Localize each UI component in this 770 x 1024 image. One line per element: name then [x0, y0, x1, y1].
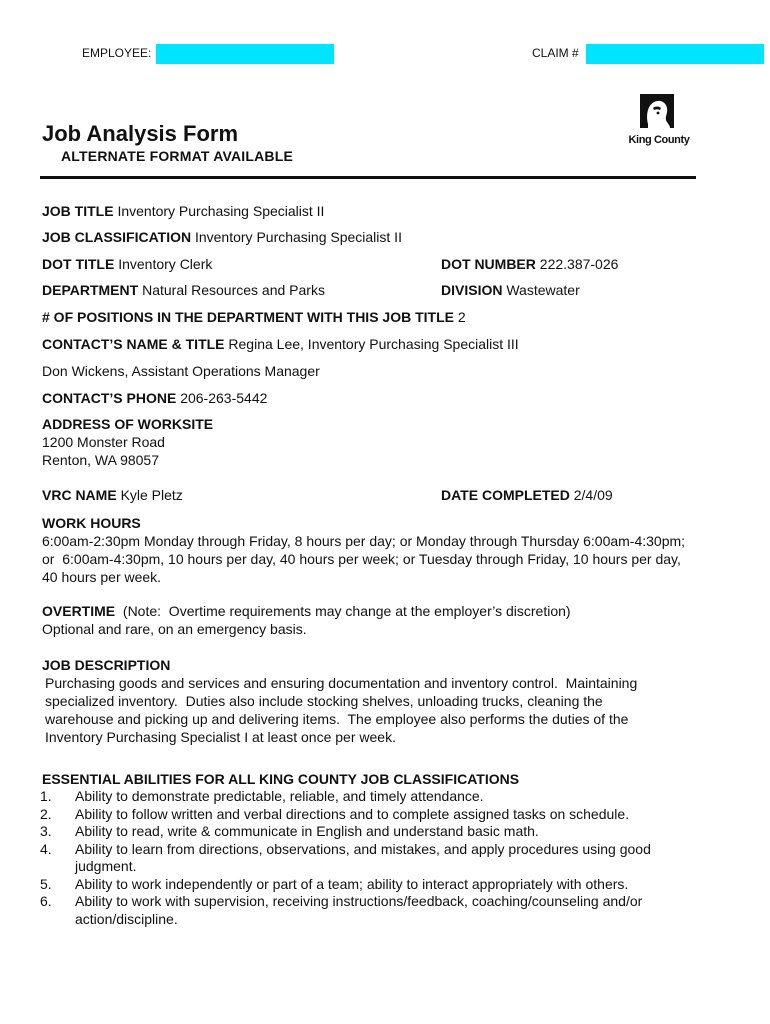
list-item: [40, 806, 710, 824]
contact-value: Regina Lee, Inventory Purchasing Specialist III: [228, 336, 519, 352]
phone-value: 206-263-5442: [180, 390, 268, 406]
king-county-logo-icon: [622, 94, 696, 128]
dot-number-value: 222.387-026: [539, 256, 619, 272]
essential-abilities-list: [40, 788, 710, 928]
list-item: [40, 876, 710, 894]
phone-row: [42, 389, 267, 407]
list-item-number: 1.: [40, 788, 52, 804]
positions-label: # OF POSITIONS IN THE DEPARTMENT WITH THIS JOB TITLE: [42, 309, 454, 325]
list-item-number: 5.: [40, 875, 52, 892]
essential-abilities-label: ESSENTIAL ABILITIES FOR ALL KING COUNTY JOB CLASSIFICATIONS: [42, 771, 520, 787]
overtime-note: (Note: Overtime requirements may change at the employer’s discretion): [115, 603, 571, 619]
contact-secondary: Don Wickens, Assistant Operations Manager: [42, 363, 320, 379]
address-line1: 1200 Monster Road: [42, 434, 165, 450]
job-title-row: [42, 202, 324, 220]
list-item: [40, 893, 710, 928]
overtime-label: OVERTIME: [42, 603, 116, 619]
positions-row: [42, 308, 466, 326]
job-classification-value: Inventory Purchasing Specialist II: [194, 229, 402, 245]
division-row: [441, 281, 580, 299]
division-value: Wastewater: [506, 282, 580, 298]
department-row: [42, 281, 325, 299]
list-item-number: 3.: [40, 823, 52, 839]
work-hours-line: 6:00am-2:30pm Monday through Friday, 8 hours per day; or Monday through Thursday 6:00am-4:30pm;: [42, 533, 686, 549]
job-description-label: JOB DESCRIPTION: [42, 657, 171, 673]
positions-value: 2: [457, 309, 466, 325]
job-classification-row: [42, 228, 402, 246]
logo-text: King County: [628, 134, 690, 146]
king-county-logo: [622, 94, 696, 146]
list-item: [40, 841, 710, 876]
division-label: DIVISION: [441, 282, 503, 298]
job-classification-label: JOB CLASSIFICATION: [42, 229, 192, 245]
job-description-text: [45, 674, 745, 746]
job-description-line: specialized inventory. Duties also include stocking shelves, unloading trucks, cleaning the: [45, 693, 603, 709]
overtime-text: Optional and rare, on an emergency basis.: [42, 621, 307, 637]
job-description-line: warehouse and picking up and delivering items. The employee also performs the duties of the: [45, 711, 629, 727]
list-item-text: Ability to read, write & communicate in English and understand basic math.: [75, 823, 539, 839]
list-item-text: Ability to follow written and verbal directions and to complete assigned tasks on schedule.: [75, 805, 630, 822]
list-item-text: Ability to learn from directions, observations, and mistakes, and apply procedures using good: [75, 840, 651, 857]
list-item-number: 2.: [40, 805, 52, 822]
contact-row: [42, 335, 519, 353]
date-completed-label: DATE COMPLETED: [441, 487, 570, 503]
address-line2: Renton, WA 98057: [42, 452, 160, 468]
vrc-row: [42, 486, 183, 504]
form-title: Job Analysis Form: [42, 121, 239, 146]
work-hours-label: WORK HOURS: [42, 515, 141, 531]
work-hours-line: or 6:00am-4:30pm, 10 hours per day, 40 hours per week; or Tuesday through Friday, 10 hours per day,: [42, 551, 681, 567]
dot-title-label: DOT TITLE: [42, 256, 115, 272]
vrc-value: Kyle Pletz: [120, 487, 183, 503]
list-item-text: judgment.: [75, 858, 137, 874]
job-title-value: Inventory Purchasing Specialist II: [117, 203, 325, 219]
claim-label: CLAIM #: [532, 46, 579, 60]
employee-field[interactable]: [156, 44, 334, 64]
list-item-text: Ability to work independently or part of a team; ability to interact appropriately with others.: [75, 875, 629, 892]
job-title-label: JOB TITLE: [42, 203, 114, 219]
claim-field[interactable]: [586, 44, 764, 64]
job-description-line: Inventory Purchasing Specialist I at least once per week.: [45, 729, 396, 745]
alternate-format-note: ALTERNATE FORMAT AVAILABLE: [61, 148, 294, 164]
department-label: DEPARTMENT: [42, 282, 139, 298]
address-label: ADDRESS OF WORKSITE: [42, 416, 214, 432]
title-divider: [40, 176, 696, 179]
list-item-text: Ability to work with supervision, receiving instructions/feedback, coaching/counseling and/or: [75, 893, 643, 909]
list-item-text: action/discipline.: [75, 910, 178, 927]
list-item-number: 6.: [40, 893, 52, 909]
employee-label: EMPLOYEE:: [82, 46, 152, 60]
vrc-label: VRC NAME: [42, 487, 117, 503]
list-item-number: 4.: [40, 840, 52, 857]
dot-title-value: Inventory Clerk: [118, 256, 213, 272]
date-completed-value: 2/4/09: [573, 487, 613, 503]
dot-title-row: [42, 255, 212, 273]
overtime-row: [42, 602, 571, 620]
dot-number-row: [441, 255, 618, 273]
department-value: Natural Resources and Parks: [142, 282, 325, 298]
job-description-line: Purchasing goods and services and ensuring documentation and inventory control. Maintaining: [45, 675, 638, 691]
list-item: [40, 823, 710, 841]
date-completed-row: [441, 486, 613, 504]
contact-label: CONTACT’S NAME & TITLE: [42, 336, 225, 352]
list-item-text: Ability to demonstrate predictable, reliable, and timely attendance.: [75, 788, 484, 804]
phone-label: CONTACT’S PHONE: [42, 390, 177, 406]
dot-number-label: DOT NUMBER: [441, 256, 536, 272]
work-hours-line: 40 hours per week.: [42, 569, 162, 585]
list-item: [40, 788, 710, 806]
work-hours-text: [42, 532, 757, 586]
